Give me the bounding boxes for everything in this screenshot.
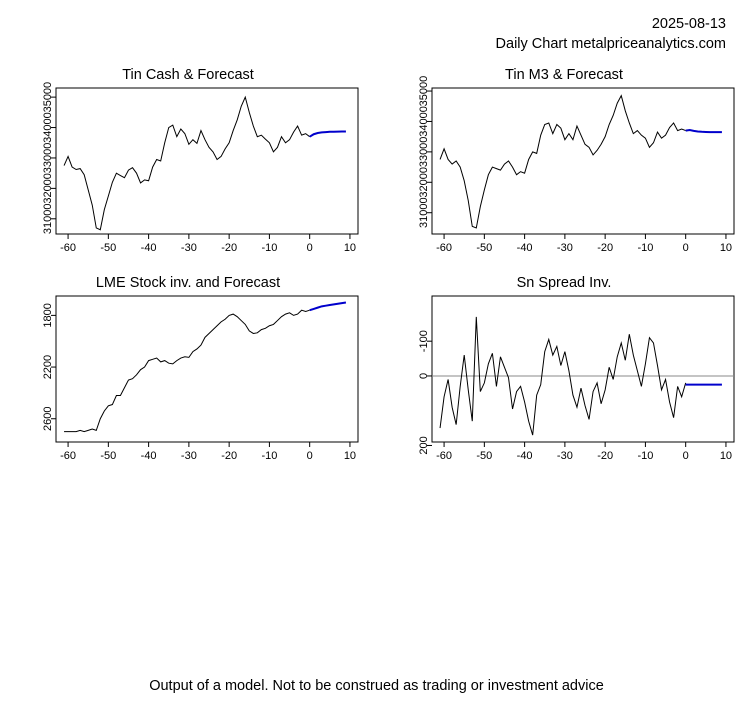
plot-box	[56, 296, 358, 442]
panel-sn-spread	[376, 270, 752, 478]
x-tick-label: -20	[597, 242, 614, 254]
x-tick-label: 0	[306, 242, 313, 254]
series-history	[440, 96, 686, 228]
x-tick-label: -50	[476, 450, 493, 462]
y-tick-label: 34000	[42, 112, 54, 143]
plot-area-sn-spread	[376, 270, 752, 478]
x-tick-label: -40	[516, 242, 533, 254]
x-tick-label: -10	[637, 450, 654, 462]
x-tick-label: 10	[719, 242, 733, 254]
x-tick-label: -10	[261, 242, 278, 254]
plot-area-tin-m3	[376, 62, 752, 270]
x-tick-label: -30	[180, 242, 197, 254]
x-tick-label: 10	[719, 450, 733, 462]
x-tick-label: -60	[436, 450, 453, 462]
y-tick-label: 2600	[42, 406, 54, 431]
chart-header	[496, 14, 726, 54]
x-tick-label: -30	[556, 450, 573, 462]
x-tick-label: -20	[597, 450, 614, 462]
y-tick-label: 1800	[42, 303, 54, 328]
x-tick-label: -10	[637, 242, 654, 254]
y-tick-label: 35000	[418, 75, 430, 107]
x-tick-label: -20	[221, 242, 238, 254]
x-tick-label: 0	[682, 242, 689, 254]
panel-lme-stock	[0, 270, 376, 478]
header-source: Daily Chart metalpriceanalytics.com	[495, 36, 726, 52]
y-tick-label: 0	[418, 372, 430, 380]
y-tick-label: 33000	[42, 142, 54, 174]
plot-box	[432, 296, 734, 442]
x-tick-label: -50	[100, 242, 117, 254]
disclaimer-text: Output of a model. Not to be construed as trading or investment advice	[149, 678, 604, 694]
plot-area-tin-cash	[0, 62, 376, 270]
x-tick-label: 0	[682, 450, 689, 462]
x-tick-label: -50	[476, 242, 493, 254]
y-tick-label: 200	[418, 436, 430, 455]
y-tick-label: 34000	[418, 106, 430, 137]
x-tick-label: -60	[436, 242, 453, 254]
series-forecast	[686, 130, 722, 132]
y-tick-label: 2200	[42, 354, 54, 380]
x-tick-label: -30	[180, 450, 197, 462]
panel-title: LME Stock inv. and Forecast	[95, 275, 281, 291]
x-tick-label: -20	[221, 450, 238, 462]
x-tick-label: 0	[306, 450, 313, 462]
series-history	[64, 97, 310, 230]
y-tick-label: 31000	[418, 197, 430, 229]
x-tick-label: -40	[140, 242, 157, 254]
plot-box	[56, 88, 358, 234]
y-tick-label: -100	[418, 330, 430, 353]
panel-tin-m3	[376, 62, 752, 270]
y-tick-label: 32000	[418, 166, 430, 198]
series-forecast	[310, 132, 346, 137]
x-tick-label: -50	[100, 450, 117, 462]
panel-title: Tin Cash & Forecast	[122, 67, 254, 83]
panel-title: Tin M3 & Forecast	[505, 67, 623, 83]
y-tick-label: 32000	[42, 173, 54, 204]
panel-tin-cash	[0, 62, 376, 270]
x-tick-label: -60	[60, 450, 77, 462]
x-tick-label: -10	[261, 450, 278, 462]
x-tick-label: 10	[343, 242, 357, 254]
x-tick-label: 10	[343, 450, 357, 462]
plot-area-lme-stock	[0, 270, 376, 478]
chart-grid	[0, 62, 753, 672]
series-history	[64, 310, 310, 431]
x-tick-label: -30	[556, 242, 573, 254]
x-tick-label: -40	[516, 450, 533, 462]
y-tick-label: 33000	[418, 136, 430, 168]
y-tick-label: 31000	[42, 203, 54, 235]
plot-box	[432, 88, 734, 234]
x-tick-label: -40	[140, 450, 157, 462]
series-forecast	[310, 302, 346, 310]
x-tick-label: -60	[60, 242, 77, 254]
y-tick-label: 35000	[42, 81, 54, 113]
panel-title: Sn Spread Inv.	[516, 275, 612, 291]
header-date: 2025-08-13	[651, 16, 726, 32]
